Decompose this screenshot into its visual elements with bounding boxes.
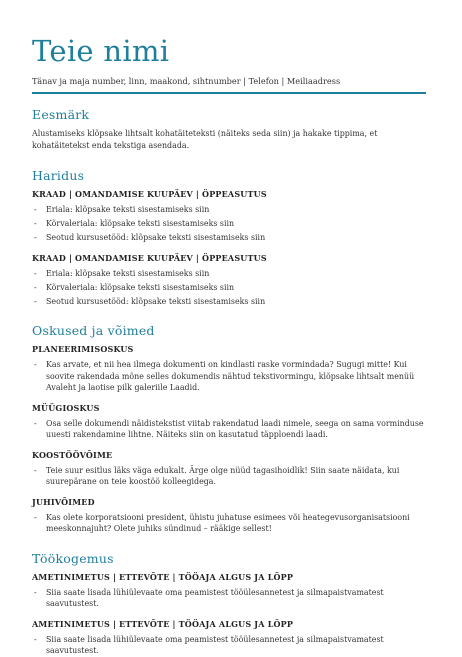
contact-line[interactable]: Tänav ja maja number, linn, maakond, sihtnumber | Telefon | Meiliaadress: [32, 76, 341, 86]
education-bullet-item[interactable]: - Kõrvaleriala: klõpsake teksti sisestamiseks siin: [32, 218, 426, 230]
skills-heading[interactable]: Oskused ja võimed: [32, 323, 155, 338]
skill-bullet-item[interactable]: - Teie suur esitlus läks väga edukalt. Ärge olge nüüd tagasihoidlik! Siin saate näidata, kui suurepärane on teie koostöö kolleegidega.: [32, 465, 426, 488]
skill-bullet-item[interactable]: - Kas olete korporatsiooni president, ühistu juhatuse esimees või heategevusorganisatsiooni meeskonnajuht? Olete juhiks sündinud – rääkige sellest!: [32, 512, 426, 535]
education-entry-heading[interactable]: KRAAD | OMANDAMISE KUUPÄEV | ÖPPEASUTUS: [32, 189, 267, 199]
resume-name[interactable]: Teie nimi: [32, 34, 170, 68]
education-bullet-item[interactable]: - Eriala: klõpsake teksti sisestamiseks siin: [32, 204, 426, 216]
job-bullet-list: [32, 587, 426, 610]
job-entry: [32, 619, 426, 657]
education-bullet-item[interactable]: - Eriala: klõpsake teksti sisestamiseks siin: [32, 268, 426, 280]
education-bullet-list: [32, 268, 426, 308]
skill-entry-heading[interactable]: PLANEERIMISOSKUS: [32, 344, 134, 354]
skill-bullet-list: [32, 512, 426, 535]
skill-entry-heading[interactable]: JUHIVÕIMED: [32, 496, 95, 507]
job-entry-heading[interactable]: AMETINIMETUS | ETTEVÕTE | TÖÖAJA ALGUS JA LÕPP: [32, 571, 294, 582]
education-bullet-list: [32, 204, 426, 244]
job-entry: [32, 572, 426, 610]
skills-section: [32, 344, 426, 535]
objective-heading[interactable]: Eesmärk: [32, 107, 90, 122]
skill-bullet-item[interactable]: - Osa selle dokumendi näidistekstist viitab rakendatud laadi nimele, seega on sama vorminduse uuesti rakendamine lihtne. Näiteks siin on kasutatud täpploendi laadi.: [32, 418, 426, 441]
skill-bullet-list: [32, 465, 426, 488]
skill-entry-heading[interactable]: MÜÜGIOSKUS: [32, 402, 100, 413]
job-bullet-list: [32, 634, 426, 657]
education-section: [32, 189, 426, 307]
skill-bullet-list: [32, 418, 426, 441]
education-bullet-item[interactable]: - Seotud kursusetööd: klõpsake teksti sisestamiseks siin: [32, 296, 426, 308]
education-heading[interactable]: Haridus: [32, 168, 85, 183]
experience-heading[interactable]: Töökogemus: [32, 550, 114, 566]
education-entry-heading[interactable]: KRAAD | OMANDAMISE KUUPÄEV | ÖPPEASUTUS: [32, 252, 267, 263]
header-divider: [32, 92, 426, 94]
education-entry: [32, 253, 426, 308]
education-bullet-item[interactable]: - Kõrvaleriala: klõpsake teksti sisestamiseks siin: [32, 282, 426, 294]
experience-section: [32, 572, 426, 657]
skill-entry: [32, 450, 426, 488]
education-entry: [32, 189, 426, 244]
job-bullet-item[interactable]: - Siia saate lisada lühiülevaate oma peamistest tööülesannetest ja silmapaistvamatest saavutustest.: [32, 587, 426, 610]
skill-entry-heading[interactable]: KOOSTÖÖVÕIME: [32, 449, 113, 460]
education-bullet-item[interactable]: - Seotud kursusetööd: klõpsake teksti sisestamiseks siin: [32, 232, 426, 244]
job-entry-heading[interactable]: AMETINIMETUS | ETTEVÕTE | TÖÖAJA ALGUS JA LÕPP: [32, 618, 294, 629]
skill-entry: [32, 497, 426, 535]
skill-bullet-item[interactable]: - Kas arvate, et nii hea ilmega dokumenti on kindlasti raske vormindada? Sugugi mitte! Kui soovite rakendada mõne selles dokumendis nähtud tekstivormingu, klõpsake lihtsalt menüü Avaleht ja laotise pilk galeriile Laadid.: [32, 359, 426, 394]
skill-entry: [32, 344, 426, 394]
job-bullet-item[interactable]: - Siia saate lisada lühiülevaate oma peamistest tööülesannetest ja silmapaistvamatest saavutustest.: [32, 634, 426, 657]
objective-text[interactable]: Alustamiseks klõpsake lihtsalt kohatäiteteksti (näiteks seda siin) ja hakake tippima, et kohatäitetekst enda tekstiga asendada.: [32, 129, 378, 150]
skill-entry: [32, 403, 426, 441]
skill-bullet-list: [32, 359, 426, 394]
